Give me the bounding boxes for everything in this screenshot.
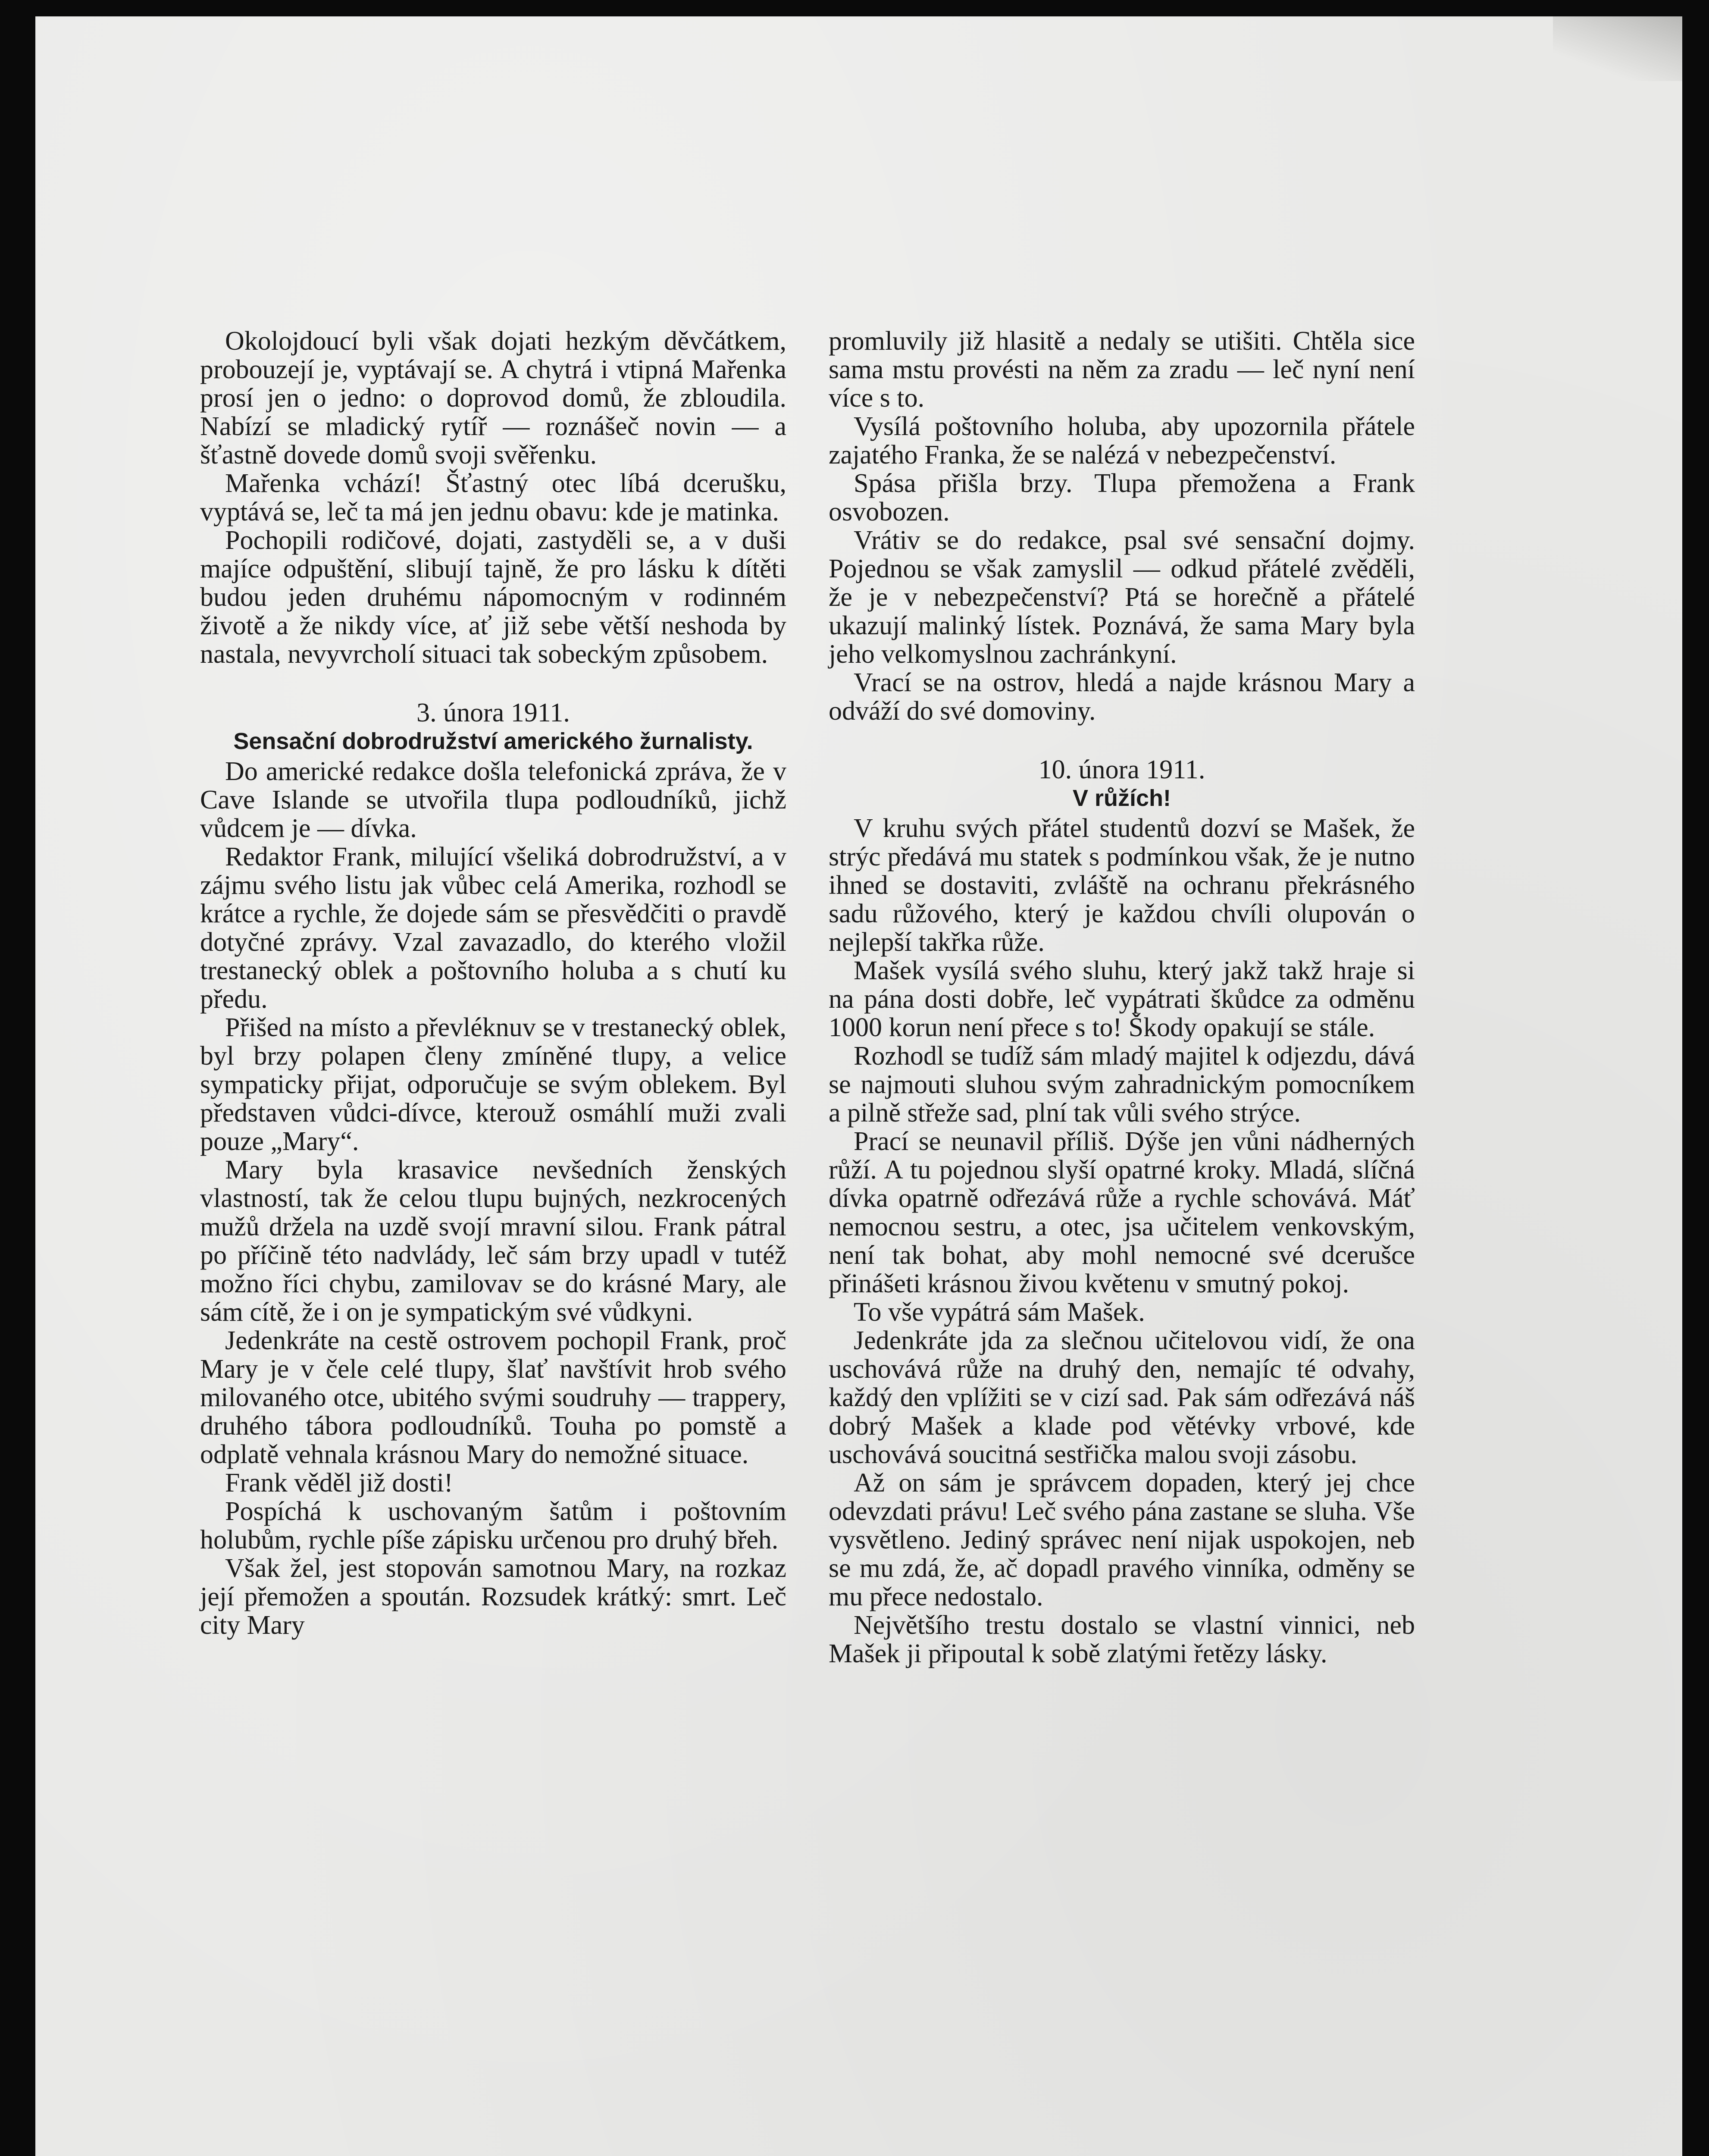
paragraph: Okolojdoucí byli však dojati hezkým děvčátkem, probouzejí je, vyptávají se. A chytrá i vtipná Mařenka prosí jen o jedno: o doprovod domů, že zbloudila. Nabízí se mladický rytíř — roznášeč novin — a šťastně dovede domů svoji svěřenku. (200, 326, 786, 470)
dateline: 3. února 1911. (416, 698, 570, 727)
paragraph: Spása přišla brzy. Tlupa přemožena a Frank osvobozen. (829, 469, 1415, 526)
paragraph: Až on sám je správcem dopaden, který jej chce odevzdati právu! Leč svého pána zastane se sluha. Vše vysvětleno. Jediný správec není nijak uspokojen, neb se mu zdá, že, ač dopadl pravého vinníka, odměny se mu přece nedostalo. (829, 1468, 1415, 1611)
paragraph: Redaktor Frank, milující všeliká dobrodružství, a v zájmu svého listu jak vůbec celá Amerika, rozhodl se krátce a rychle, že dojede sám se přesvědčiti o pravdě dotyčné zprávy. Vzal zavazadlo, do kterého vložil trestanecký oblek a poštovního holuba a s chutí ku předu. (200, 842, 786, 1014)
paragraph: Mařenka vchází! Šťastný otec líbá dcerušku, vyptává se, leč ta má jen jednu obavu: kde je matinka. (200, 469, 786, 526)
paragraph: Pochopili rodičové, dojati, zastyděli se, a v duši majíce odpuštění, slibují tajně, že pro lásku k dítěti budou jeden druhému nápomocným v rodinném životě a že nikdy více, ať již sebe větší neshoda by nastala, nevyvrcholí situaci tak sobeckým způsobem. (200, 526, 786, 669)
paragraph: V kruhu svých přátel studentů dozví se Mašek, že strýc předává mu statek s podmínkou však, že je nutno ihned se dostaviti, zvláště na ochranu překrásného sadu růžového, který je každou chvíli olupován o nejlepší takřka růže. (829, 814, 1415, 957)
section-title: V růžích! (1072, 785, 1171, 811)
paragraph: Do americké redakce došla telefonická zpráva, že v Cave Islande se utvořila tlupa podloudníků, jichž vůdcem je — dívka. (200, 757, 786, 843)
left-column (200, 327, 786, 1639)
paragraph: Pospíchá k uschovaným šatům i poštovním holubům, rychle píše zápisku určenou pro druhý břeh. (200, 1497, 786, 1554)
page (35, 16, 1682, 2156)
paragraph: Však žel, jest stopován samotnou Mary, na rozkaz její přemožen a spoután. Rozsudek krátký: smrt. Leč city Mary (200, 1554, 786, 1640)
paragraph: Mašek vysílá svého sluhu, který jakž takž hraje si na pána dosti dobře, leč vypátrati škůdce za odměnu 1000 korun není přece s to! Škody opakují se stále. (829, 956, 1415, 1042)
corner-fold (1553, 16, 1682, 81)
dateline: 10. února 1911. (1038, 755, 1205, 784)
paragraph: Rozhodl se tudíž sám mladý majitel k odjezdu, dává se najmouti sluhou svým zahradnickým pomocníkem a pilně střeže sad, plní tak vůli svého strýce. (829, 1041, 1415, 1128)
paragraph: Vysílá poštovního holuba, aby upozornila přátele zajatého Franka, že se nalézá v nebezpečenství. (829, 412, 1415, 470)
paragraph: Jedenkráte jda za slečnou učitelovou vidí, že ona uschovává růže na druhý den, nemajíc té odvahy, každý den vplížiti se v cizí sad. Pak sám odřezává náš dobrý Mašek a klade pod větévky vrbové, kde uschovává soucitná sestřička malou svoji zásobu. (829, 1326, 1415, 1469)
paragraph: Jedenkráte na cestě ostrovem pochopil Frank, proč Mary je v čele celé tlupy, šlať navštívit hrob svého milovaného otce, ubitého svými soudruhy — trappery, druhého tábora podloudníků. Touha po pomstě a odplatě vehnala krásnou Mary do nemožné situace. (200, 1326, 786, 1469)
paragraph: Frank věděl již dosti! (225, 1468, 453, 1498)
paragraph: Vrací se na ostrov, hledá a najde krásnou Mary a odváží do své domoviny. (829, 668, 1415, 726)
paragraph: Největšího trestu dostalo se vlastní vinnici, neb Mašek ji připoutal k sobě zlatými řetězy lásky. (829, 1611, 1415, 1668)
paragraph: promluvily již hlasitě a nedaly se utišiti. Chtěla sice sama mstu provésti na něm za zradu — leč nyní není více s to. (829, 326, 1415, 413)
section-title: Sensační dobrodružství amerického žurnalisty. (233, 728, 753, 754)
right-column (829, 327, 1415, 1668)
paragraph: Vrátiv se do redakce, psal své sensační dojmy. Pojednou se však zamyslil — odkud přátelé zvěděli, že je v nebezpečenství? Ptá se horečně a přátelé ukazují malinký lístek. Poznává, že sama Mary byla jeho velkomyslnou zachránkyní. (829, 526, 1415, 669)
paragraph: Mary byla krasavice nevšedních ženských vlastností, tak že celou tlupu bujných, nezkrocených mužů držela na uzdě svojí mravní silou. Frank pátral po příčině této nadvlády, leč sám brzy upadl v tutéž možno říci chybu, zamilovav se do krásné Mary, ale sám cítě, že i on je sympatickým své vůdkyni. (200, 1155, 786, 1327)
paragraph: To vše vypátrá sám Mašek. (854, 1297, 1145, 1327)
paragraph: Prací se neunavil příliš. Dýše jen vůni nádherných růží. A tu pojednou slyší opatrné kroky. Mladá, slíčná dívka opatrně odřezává růže a rychle schovává. Máť nemocnou sestru, a otec, jsa učitelem venkovským, není tak bohat, aby mohl nemocné své dcerušce přinášeti krásnou živou květenu v smutný pokoj. (829, 1127, 1415, 1298)
paragraph: Přišed na místo a převléknuv se v trestanecký oblek, byl brzy polapen členy zmíněné tlupy, a velice sympaticky přijat, odporučuje se svým oblekem. Byl představen vůdci-dívce, kterouž osmáhlí muži zvali pouze „Mary“. (200, 1013, 786, 1156)
